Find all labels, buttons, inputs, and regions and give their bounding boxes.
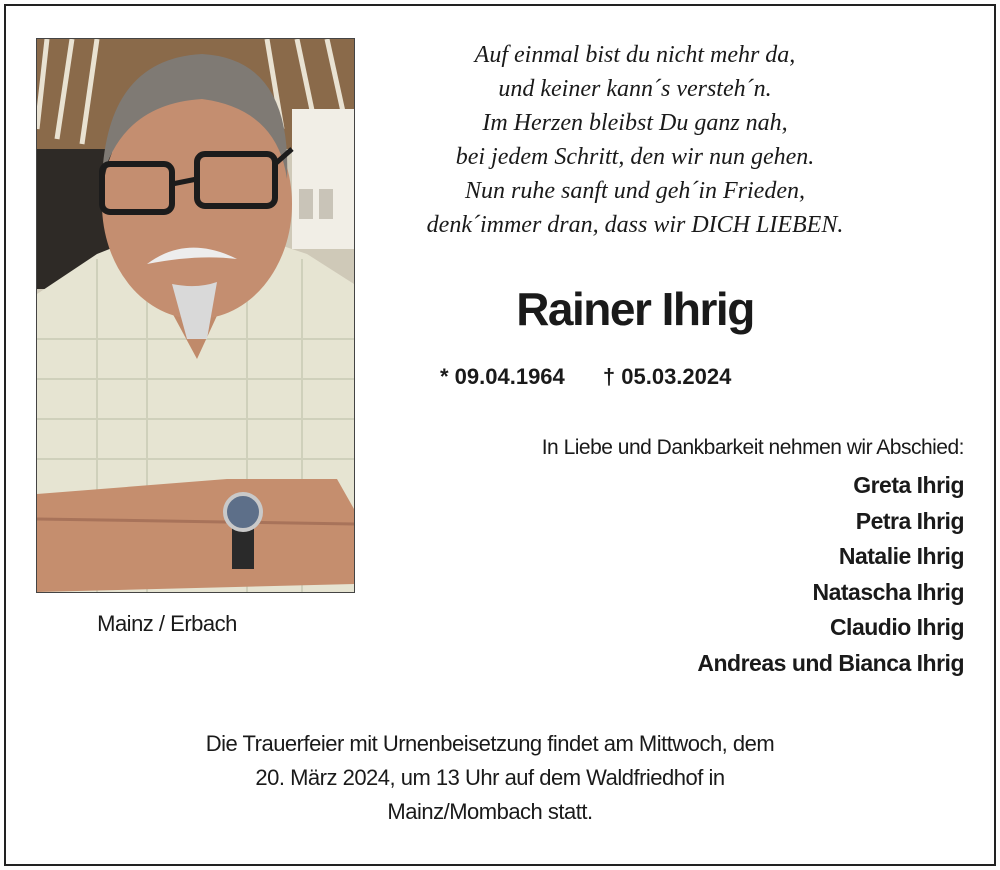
poem-line: Nun ruhe sanft und geh´in Frieden, [465, 178, 805, 204]
service-line: Mainz/Mombach statt. [387, 799, 593, 824]
mourner-name: Petra Ihrig [855, 507, 964, 534]
funeral-service-info [120, 727, 860, 829]
poem-line: bei jedem Schritt, den wir nun gehen. [455, 144, 815, 170]
service-line: 20. März 2024, um 13 Uhr auf dem Waldfriedhof in [255, 765, 725, 790]
poem-line: denk´immer dran, dass wir DICH LIEBEN. [426, 212, 844, 238]
mourner-name: Natalie Ihrig [838, 543, 964, 569]
mourner-name: Claudio Ihrig [829, 614, 964, 640]
poem-line: Im Herzen bleibst Du ganz nah, [482, 110, 788, 136]
mourner-name: Natascha Ihrig [812, 578, 964, 605]
poem-line: und keiner kann´s versteh´n. [498, 76, 772, 102]
life-dates [440, 364, 731, 390]
farewell-text: In Liebe und Dankbarkeit nehmen wir Abschied: [541, 436, 964, 459]
memorial-poem [380, 38, 890, 242]
place-of-residence: Mainz / Erbach [97, 611, 237, 636]
service-line: Die Trauerfeier mit Urnenbeisetzung findet am Mittwoch, dem [205, 731, 775, 756]
deceased-name: Rainer Ihrig [516, 283, 754, 335]
mourner-list [697, 468, 964, 681]
poem-line: Auf einmal bist du nicht mehr da, [474, 42, 796, 68]
birth-date: * 09.04.1964 [440, 364, 565, 389]
portrait-photo [36, 38, 355, 593]
mourner-name: Greta Ihrig [853, 472, 964, 498]
death-date: † 05.03.2024 [602, 364, 732, 389]
mourner-name: Andreas und Bianca Ihrig [697, 649, 964, 676]
